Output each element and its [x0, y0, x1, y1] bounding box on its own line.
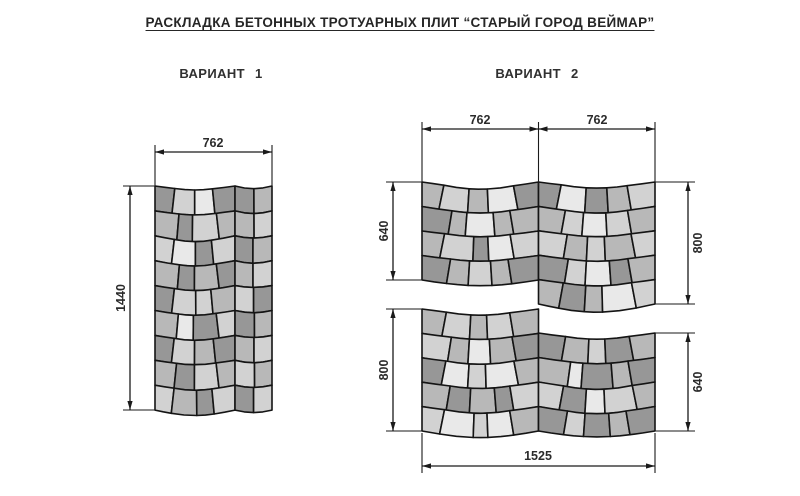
paving-tile: [561, 337, 589, 364]
paving-tile: [235, 311, 255, 338]
paving-tile: [155, 360, 177, 388]
dim-arrow-icon: [685, 333, 690, 342]
paving-tile: [253, 261, 272, 288]
paving-tile: [585, 389, 605, 414]
paving-tile: [254, 286, 272, 313]
paving-tile: [440, 234, 474, 261]
paving-tile: [485, 361, 518, 388]
paving-tile: [155, 261, 179, 290]
paving-tile: [508, 256, 539, 284]
paving-tile: [510, 207, 539, 235]
paving-tile: [195, 240, 213, 266]
paving-tile: [441, 361, 469, 388]
dim-arrow-icon: [263, 149, 272, 154]
dimension-variant2-width-left: [422, 113, 539, 186]
paving-tile: [195, 339, 216, 365]
paving-tile: [422, 256, 451, 284]
dim-arrow-icon: [155, 149, 164, 154]
paving-tile: [588, 339, 606, 364]
paving-tile: [440, 410, 475, 438]
paving-tile: [512, 333, 539, 361]
dim-arrow-icon: [422, 463, 431, 468]
paving-tile: [254, 211, 272, 238]
dimension-variant2-top-left-height: [377, 182, 422, 280]
dimension-variant2-bottom-right-height: [655, 333, 705, 431]
paving-tile: [628, 255, 655, 283]
dimension-variant1-width: [155, 136, 272, 186]
paving-tile: [602, 283, 636, 312]
paving-tile: [604, 234, 635, 261]
dimension-variant2-bottom-left-height: [377, 309, 422, 431]
paving-tile: [584, 413, 611, 437]
paving-tile: [172, 189, 195, 216]
paving-tile: [559, 283, 586, 312]
paving-tile: [556, 185, 586, 213]
paving-tile: [195, 189, 215, 215]
paving-tile: [235, 186, 254, 214]
paving-tile: [564, 259, 586, 286]
paving-tile: [235, 385, 254, 412]
dim-arrow-icon: [390, 271, 395, 280]
dim-arrow-icon: [127, 401, 132, 410]
paving-tile: [254, 311, 272, 338]
paving-tile: [235, 211, 254, 238]
paving-tile: [254, 335, 272, 362]
paving-tile: [468, 339, 491, 364]
paving-tile: [211, 236, 235, 265]
dim-label: 762: [202, 136, 224, 150]
paving-tile: [213, 335, 235, 363]
dim-arrow-icon: [530, 126, 539, 131]
paving-tile: [510, 382, 539, 411]
paving-tile: [465, 213, 495, 237]
paving-tile: [422, 382, 450, 410]
dim-arrow-icon: [390, 182, 395, 191]
dimension-variant1-height: [114, 186, 155, 410]
paving-tile: [468, 364, 487, 389]
dim-label: 762: [586, 113, 608, 127]
paving-tile: [212, 385, 235, 414]
paving-tile: [632, 382, 655, 410]
variant1-panel: [155, 186, 272, 416]
paving-tile: [422, 207, 452, 235]
dim-label: 762: [469, 113, 491, 127]
paving-tile: [253, 236, 272, 263]
dimension-variant2-top-right-height: [655, 182, 705, 304]
variant1-label: ВАРИАНТ 1: [179, 66, 263, 81]
paving-tile: [216, 211, 235, 239]
dim-arrow-icon: [685, 422, 690, 431]
paving-tile: [447, 259, 470, 285]
paving-tile: [563, 235, 587, 262]
paving-tile: [581, 363, 613, 389]
paving-tile: [177, 265, 194, 291]
paving-tile: [172, 239, 196, 266]
paving-tile: [171, 338, 194, 364]
paving-tile: [216, 261, 235, 289]
paving-tile: [539, 231, 568, 259]
paving-tile: [194, 264, 219, 291]
paving-tile: [470, 315, 488, 340]
paving-tile: [559, 386, 586, 414]
paving-tile: [172, 289, 196, 316]
paving-tile: [448, 211, 467, 237]
paving-tile: [254, 385, 272, 412]
dim-arrow-icon: [646, 126, 655, 131]
dim-label: 640: [377, 220, 391, 242]
paving-tile: [235, 261, 253, 288]
dim-label: 640: [691, 371, 705, 393]
dim-arrow-icon: [422, 126, 431, 131]
dim-label: 800: [377, 359, 391, 381]
paving-tile: [216, 360, 235, 388]
paving-tile: [177, 214, 193, 242]
dim-arrow-icon: [685, 295, 690, 304]
paving-tile: [539, 407, 568, 435]
paving-tile: [631, 231, 655, 258]
paving-tile: [510, 309, 539, 337]
paving-tile: [514, 358, 539, 386]
paving-tile: [194, 363, 219, 390]
paving-tile: [510, 231, 538, 259]
paving-tile: [586, 237, 605, 262]
paving-tile: [487, 186, 518, 213]
paving-tile: [211, 286, 235, 315]
variant2-label: ВАРИАНТ 2: [495, 66, 579, 81]
dim-label: 800: [691, 232, 705, 254]
dimension-variant2-width-right: [539, 113, 656, 182]
paving-tile: [171, 388, 197, 415]
paving-tile: [627, 182, 655, 210]
paving-tile: [235, 286, 254, 313]
dim-arrow-icon: [390, 422, 395, 431]
paving-tile: [469, 388, 496, 413]
dim-label: 1525: [524, 449, 552, 463]
paving-tile: [176, 314, 193, 340]
paving-tile: [216, 311, 235, 339]
paving-tile: [584, 286, 602, 313]
paving-tile: [255, 360, 273, 387]
paving-tile: [632, 280, 656, 308]
page-title: РАСКЛАДКА БЕТОННЫХ ТРОТУАРНЫХ ПЛИТ “СТАРЫЙ ГОРОД ВЕЙМАР”: [145, 15, 655, 30]
dim-arrow-icon: [390, 309, 395, 318]
paving-tile: [561, 210, 584, 236]
paving-tile: [439, 185, 469, 213]
paving-tile: [585, 188, 609, 213]
paving-tile: [446, 386, 471, 413]
paving-tile: [626, 407, 655, 435]
dim-arrow-icon: [127, 186, 132, 195]
paving-tile: [473, 413, 488, 438]
paving-tile: [442, 312, 471, 339]
paving-tile: [448, 337, 470, 364]
dim-arrow-icon: [646, 463, 655, 468]
paving-tile: [564, 411, 586, 437]
paving-tile: [192, 213, 219, 241]
paving-tile: [235, 335, 254, 362]
paving-tile: [174, 363, 195, 390]
dim-label: 1440: [114, 284, 128, 312]
paving-tile: [155, 311, 178, 340]
paving-tile: [628, 206, 656, 234]
paving-tile: [213, 186, 236, 214]
paving-tile: [585, 261, 611, 286]
paving-tile: [510, 407, 539, 436]
variant2-bottom-panel: [422, 309, 655, 438]
paving-tile: [235, 360, 255, 387]
dim-arrow-icon: [539, 126, 548, 131]
paving-tile: [193, 313, 219, 340]
paving-tile: [629, 333, 655, 361]
paving-tile: [514, 182, 539, 210]
paving-tile: [473, 237, 489, 262]
paving-tile: [254, 186, 272, 214]
dim-arrow-icon: [685, 182, 690, 191]
paving-tile: [468, 261, 492, 286]
paving-tile: [235, 236, 253, 263]
paving-tile: [582, 213, 607, 237]
paving-tile: [468, 189, 489, 213]
dimension-variant2-total-width: [422, 433, 655, 473]
variant2-top-panel: [422, 182, 655, 312]
